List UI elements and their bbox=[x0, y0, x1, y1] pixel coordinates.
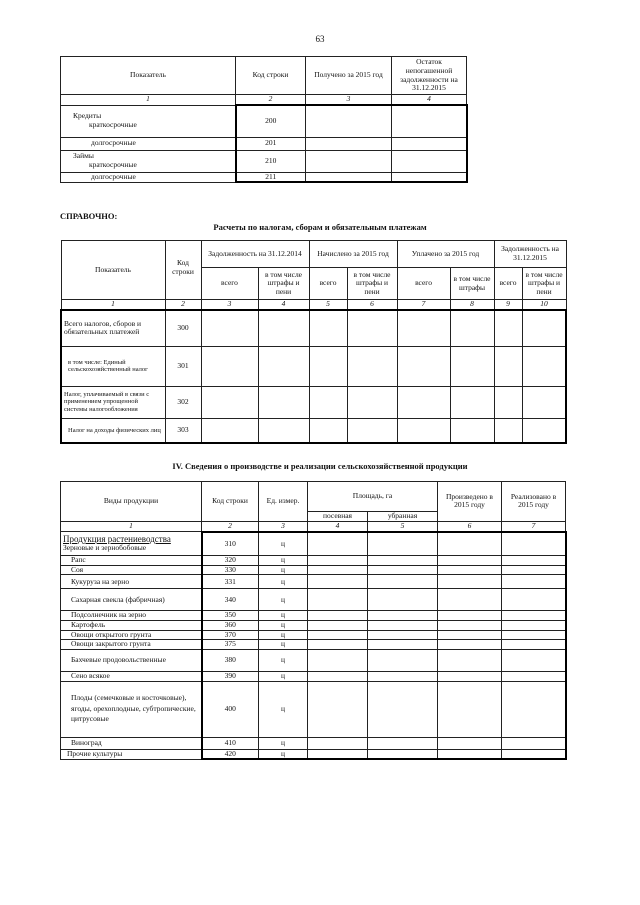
table-row bbox=[61, 749, 566, 759]
taxes-subheader-fines: в том числе штрафы и пени bbox=[258, 268, 309, 300]
taxes-header-debt-end: Задолженность на 31.12.2015 bbox=[494, 241, 566, 268]
taxes-index-cell: 9 bbox=[494, 300, 522, 311]
production-input-cell[interactable] bbox=[438, 671, 502, 681]
table-row bbox=[61, 150, 467, 172]
taxes-index-cell: 4 bbox=[258, 300, 309, 311]
table-row bbox=[61, 649, 566, 671]
taxes-row-name: в том числе: Единый сельскохозяйственный налог bbox=[61, 346, 165, 386]
taxes-header-indicator: Показатель bbox=[61, 241, 165, 300]
production-index-cell: 4 bbox=[308, 521, 368, 532]
credits-index-cell: 2 bbox=[236, 95, 306, 106]
taxes-input-cell[interactable] bbox=[450, 418, 494, 443]
production-input-cell[interactable] bbox=[368, 589, 438, 611]
production-row-name: Плоды (семечковые и косточковые), ягоды, орехоплодные, субтропические, цитрусовые bbox=[61, 681, 202, 737]
taxes-input-cell[interactable] bbox=[309, 418, 347, 443]
table-row bbox=[61, 532, 566, 556]
taxes-header-paid: Уплачено за 2015 год bbox=[397, 241, 494, 268]
production-row-code: 330 bbox=[202, 565, 259, 575]
production-row-unit: ц bbox=[259, 589, 308, 611]
taxes-input-cell[interactable] bbox=[450, 310, 494, 346]
taxes-row-code: 300 bbox=[165, 310, 201, 346]
credits-input-cell[interactable] bbox=[392, 150, 467, 172]
production-input-cell[interactable] bbox=[502, 640, 566, 650]
credits-input-cell[interactable] bbox=[306, 172, 392, 182]
production-row-code: 390 bbox=[202, 671, 259, 681]
taxes-input-cell[interactable] bbox=[397, 310, 450, 346]
credits-header-balance: Остаток непогашенной задолженности на 31.12.2015 bbox=[392, 57, 467, 95]
production-header-unit: Ед. измер. bbox=[259, 482, 308, 522]
production-input-cell[interactable] bbox=[368, 575, 438, 589]
table-row bbox=[61, 737, 566, 749]
taxes-subheader-fines: в том числе штрафы и пени bbox=[347, 268, 397, 300]
reference-label: СПРАВОЧНО: bbox=[60, 211, 118, 221]
credits-row-code: 211 bbox=[236, 172, 306, 182]
production-row-code: 340 bbox=[202, 589, 259, 611]
taxes-header-accrued: Начислено за 2015 год bbox=[309, 241, 397, 268]
table-row bbox=[61, 589, 566, 611]
taxes-input-cell[interactable] bbox=[347, 386, 397, 418]
production-input-cell[interactable] bbox=[308, 556, 368, 566]
production-row-name: Сахарная свекла (фабричная) bbox=[61, 589, 202, 611]
taxes-subheader-total: всего bbox=[201, 268, 258, 300]
taxes-input-cell[interactable] bbox=[201, 310, 258, 346]
production-row-name: Сено всякое bbox=[61, 671, 202, 681]
page-number: 63 bbox=[315, 34, 325, 44]
production-input-cell[interactable] bbox=[368, 649, 438, 671]
production-input-cell[interactable] bbox=[502, 681, 566, 737]
production-input-cell[interactable] bbox=[308, 749, 368, 759]
credits-input-cell[interactable] bbox=[392, 105, 467, 137]
taxes-input-cell[interactable] bbox=[347, 418, 397, 443]
table-row bbox=[61, 671, 566, 681]
taxes-input-cell[interactable] bbox=[522, 386, 566, 418]
production-input-cell[interactable] bbox=[438, 556, 502, 566]
production-input-cell[interactable] bbox=[438, 649, 502, 671]
taxes-input-cell[interactable] bbox=[258, 418, 309, 443]
taxes-row-code: 302 bbox=[165, 386, 201, 418]
production-input-cell[interactable] bbox=[438, 749, 502, 759]
production-input-cell[interactable] bbox=[502, 737, 566, 749]
table-row bbox=[61, 418, 566, 443]
production-row-unit: ц bbox=[259, 640, 308, 650]
production-row-unit: ц bbox=[259, 749, 308, 759]
production-input-cell[interactable] bbox=[308, 532, 368, 556]
taxes-input-cell[interactable] bbox=[201, 418, 258, 443]
production-index-cell: 5 bbox=[368, 521, 438, 532]
credits-input-cell[interactable] bbox=[392, 137, 467, 150]
credits-input-cell[interactable] bbox=[306, 150, 392, 172]
production-row-unit: ц bbox=[259, 532, 308, 556]
production-row-name: Картофель bbox=[61, 621, 202, 631]
taxes-row-code: 301 bbox=[165, 346, 201, 386]
taxes-input-cell[interactable] bbox=[258, 346, 309, 386]
production-row-code: 310 bbox=[202, 532, 259, 556]
production-input-cell[interactable] bbox=[368, 749, 438, 759]
production-row-code: 331 bbox=[202, 575, 259, 589]
production-input-cell[interactable] bbox=[502, 749, 566, 759]
taxes-input-cell[interactable] bbox=[450, 386, 494, 418]
production-row-unit: ц bbox=[259, 681, 308, 737]
production-row-code: 420 bbox=[202, 749, 259, 759]
production-input-cell[interactable] bbox=[502, 575, 566, 589]
production-input-cell[interactable] bbox=[368, 556, 438, 566]
production-row-unit: ц bbox=[259, 649, 308, 671]
table-row bbox=[61, 346, 566, 386]
table-row bbox=[61, 310, 566, 346]
production-input-cell[interactable] bbox=[308, 640, 368, 650]
production-input-cell[interactable] bbox=[308, 630, 368, 640]
taxes-input-cell[interactable] bbox=[522, 310, 566, 346]
credits-row-name: долгосрочные bbox=[61, 172, 236, 182]
production-index-cell: 3 bbox=[259, 521, 308, 532]
credits-index-cell: 3 bbox=[306, 95, 392, 106]
table-row bbox=[61, 630, 566, 640]
production-input-cell[interactable] bbox=[438, 640, 502, 650]
credits-row-code: 201 bbox=[236, 137, 306, 150]
table-row bbox=[61, 386, 566, 418]
production-table bbox=[60, 481, 567, 760]
production-row-code: 350 bbox=[202, 611, 259, 621]
production-row-unit: ц bbox=[259, 575, 308, 589]
credits-row-sublabel: краткосрочные bbox=[89, 120, 137, 129]
production-input-cell[interactable] bbox=[502, 532, 566, 556]
taxes-input-cell[interactable] bbox=[494, 418, 522, 443]
production-subheader-sown: посевная bbox=[308, 512, 368, 522]
taxes-table bbox=[60, 240, 567, 444]
production-input-cell[interactable] bbox=[308, 589, 368, 611]
table-row bbox=[61, 640, 566, 650]
production-row-code: 375 bbox=[202, 640, 259, 650]
production-row-name: Овощи открытого грунта bbox=[61, 630, 202, 640]
production-input-cell[interactable] bbox=[438, 565, 502, 575]
taxes-index-cell: 3 bbox=[201, 300, 258, 311]
taxes-input-cell[interactable] bbox=[347, 310, 397, 346]
production-row-name: Рапс bbox=[61, 556, 202, 566]
production-input-cell[interactable] bbox=[438, 630, 502, 640]
taxes-row-code: 303 bbox=[165, 418, 201, 443]
credits-table bbox=[60, 56, 468, 183]
production-row-unit: ц bbox=[259, 630, 308, 640]
production-input-cell[interactable] bbox=[438, 575, 502, 589]
taxes-header-code: Код строки bbox=[165, 241, 201, 300]
credits-row-code: 210 bbox=[236, 150, 306, 172]
production-input-cell[interactable] bbox=[438, 621, 502, 631]
production-row-unit: ц bbox=[259, 565, 308, 575]
production-input-cell[interactable] bbox=[502, 649, 566, 671]
taxes-header-debt-start: Задолженность на 31.12.2014 bbox=[201, 241, 309, 268]
production-header-type: Виды продукции bbox=[61, 482, 202, 522]
production-header-code: Код строки bbox=[202, 482, 259, 522]
production-row-name: Кукуруза на зерно bbox=[61, 575, 202, 589]
taxes-input-cell[interactable] bbox=[397, 346, 450, 386]
production-row-name: Виноград bbox=[61, 737, 202, 749]
credits-index-cell: 1 bbox=[61, 95, 236, 106]
taxes-input-cell[interactable] bbox=[522, 346, 566, 386]
taxes-row-name: Налог, уплачиваемый в связи с применением упрощенной системы налогообложения bbox=[61, 386, 165, 418]
taxes-index-cell: 6 bbox=[347, 300, 397, 311]
production-input-cell[interactable] bbox=[308, 737, 368, 749]
taxes-row-name: Налог на доходы физических лиц bbox=[61, 418, 165, 443]
production-section-label: Продукция растениеводства bbox=[63, 534, 171, 545]
production-input-cell[interactable] bbox=[438, 589, 502, 611]
table-row bbox=[61, 137, 467, 150]
taxes-input-cell[interactable] bbox=[309, 386, 347, 418]
taxes-input-cell[interactable] bbox=[397, 386, 450, 418]
taxes-subheader-fines: в том числе штрафы и пени bbox=[522, 268, 566, 300]
production-row-code: 400 bbox=[202, 681, 259, 737]
production-input-cell[interactable] bbox=[438, 681, 502, 737]
taxes-input-cell[interactable] bbox=[309, 310, 347, 346]
production-index-cell: 7 bbox=[502, 521, 566, 532]
production-input-cell[interactable] bbox=[368, 611, 438, 621]
credits-index-cell: 4 bbox=[392, 95, 467, 106]
production-input-cell[interactable] bbox=[438, 737, 502, 749]
table-row bbox=[61, 621, 566, 631]
production-input-cell[interactable] bbox=[438, 532, 502, 556]
credits-header-received: Получено за 2015 год bbox=[306, 57, 392, 95]
credits-header-indicator: Показатель bbox=[61, 57, 236, 95]
production-row-name: Подсолнечник на зерно bbox=[61, 611, 202, 621]
production-input-cell[interactable] bbox=[502, 565, 566, 575]
production-row-name: Прочие культуры bbox=[61, 749, 202, 759]
table-row bbox=[61, 681, 566, 737]
taxes-index-cell: 7 bbox=[397, 300, 450, 311]
production-input-cell[interactable] bbox=[368, 681, 438, 737]
production-subheader-harvested: убранная bbox=[368, 512, 438, 522]
production-row-unit: ц bbox=[259, 611, 308, 621]
taxes-input-cell[interactable] bbox=[347, 346, 397, 386]
credits-input-cell[interactable] bbox=[306, 137, 392, 150]
production-input-cell[interactable] bbox=[438, 611, 502, 621]
reference-title: Расчеты по налогам, сборам и обязательным платежам bbox=[213, 222, 427, 232]
production-row-unit: ц bbox=[259, 621, 308, 631]
taxes-index-cell: 8 bbox=[450, 300, 494, 311]
production-row-code: 360 bbox=[202, 621, 259, 631]
taxes-subheader-total: всего bbox=[494, 268, 522, 300]
production-row-unit: ц bbox=[259, 737, 308, 749]
production-input-cell[interactable] bbox=[502, 556, 566, 566]
production-row-sublabel: Зерновые и зернобобовые bbox=[63, 543, 147, 553]
taxes-subheader-total: всего bbox=[309, 268, 347, 300]
taxes-subheader-total: всего bbox=[397, 268, 450, 300]
production-input-cell[interactable] bbox=[368, 737, 438, 749]
production-index-cell: 1 bbox=[61, 521, 202, 532]
table-row bbox=[61, 565, 566, 575]
production-row-name: Соя bbox=[61, 565, 202, 575]
credits-row-sublabel: краткосрочные bbox=[89, 160, 137, 169]
table-row bbox=[61, 575, 566, 589]
table-row bbox=[61, 105, 467, 137]
production-input-cell[interactable] bbox=[502, 621, 566, 631]
credits-row-name bbox=[61, 105, 236, 137]
credits-row-label: Займы bbox=[73, 151, 94, 161]
production-input-cell[interactable] bbox=[368, 640, 438, 650]
production-input-cell[interactable] bbox=[368, 630, 438, 640]
table-row bbox=[61, 556, 566, 566]
production-row-code: 320 bbox=[202, 556, 259, 566]
production-input-cell[interactable] bbox=[308, 611, 368, 621]
credits-row-name: долгосрочные bbox=[61, 137, 236, 150]
production-input-cell[interactable] bbox=[308, 621, 368, 631]
production-input-cell[interactable] bbox=[502, 589, 566, 611]
credits-input-cell[interactable] bbox=[392, 172, 467, 182]
credits-input-cell[interactable] bbox=[306, 105, 392, 137]
production-row-name: Овощи закрытого грунта bbox=[61, 640, 202, 650]
production-input-cell[interactable] bbox=[308, 575, 368, 589]
taxes-input-cell[interactable] bbox=[201, 386, 258, 418]
taxes-input-cell[interactable] bbox=[522, 418, 566, 443]
taxes-input-cell[interactable] bbox=[397, 418, 450, 443]
production-row-code: 380 bbox=[202, 649, 259, 671]
production-input-cell[interactable] bbox=[502, 611, 566, 621]
production-header-produced: Произведено в 2015 году bbox=[438, 482, 502, 522]
production-input-cell[interactable] bbox=[502, 671, 566, 681]
production-row-name bbox=[61, 532, 202, 556]
taxes-input-cell[interactable] bbox=[258, 310, 309, 346]
credits-row-code: 200 bbox=[236, 105, 306, 137]
taxes-index-cell: 2 bbox=[165, 300, 201, 311]
taxes-index-cell: 1 bbox=[61, 300, 165, 311]
production-header-area: Площадь, га bbox=[308, 482, 438, 512]
taxes-input-cell[interactable] bbox=[494, 310, 522, 346]
production-row-name: Бахчевые продовольственные bbox=[61, 649, 202, 671]
credits-header-code: Код строки bbox=[236, 57, 306, 95]
taxes-input-cell[interactable] bbox=[309, 346, 347, 386]
production-header-sold: Реализовано в 2015 году bbox=[502, 482, 566, 522]
production-row-unit: ц bbox=[259, 556, 308, 566]
production-input-cell[interactable] bbox=[368, 621, 438, 631]
production-input-cell[interactable] bbox=[308, 681, 368, 737]
production-row-code: 410 bbox=[202, 737, 259, 749]
production-input-cell[interactable] bbox=[368, 671, 438, 681]
production-input-cell[interactable] bbox=[502, 630, 566, 640]
production-index-cell: 2 bbox=[202, 521, 259, 532]
taxes-input-cell[interactable] bbox=[450, 346, 494, 386]
production-input-cell[interactable] bbox=[368, 565, 438, 575]
production-input-cell[interactable] bbox=[308, 565, 368, 575]
production-title: IV. Сведения о производстве и реализации сельскохозяйственной продукции bbox=[172, 461, 468, 471]
taxes-input-cell[interactable] bbox=[494, 346, 522, 386]
taxes-input-cell[interactable] bbox=[201, 346, 258, 386]
taxes-index-cell: 5 bbox=[309, 300, 347, 311]
taxes-subheader-fines: в том числе штрафы bbox=[450, 268, 494, 300]
production-input-cell[interactable] bbox=[308, 649, 368, 671]
taxes-index-cell: 10 bbox=[522, 300, 566, 311]
production-index-cell: 6 bbox=[438, 521, 502, 532]
taxes-input-cell[interactable] bbox=[494, 386, 522, 418]
taxes-input-cell[interactable] bbox=[258, 386, 309, 418]
credits-row-label: Кредиты bbox=[73, 111, 102, 121]
credits-row-name bbox=[61, 150, 236, 172]
production-row-code: 370 bbox=[202, 630, 259, 640]
table-row bbox=[61, 172, 467, 182]
table-row bbox=[61, 611, 566, 621]
production-input-cell[interactable] bbox=[368, 532, 438, 556]
taxes-row-name: Всего налогов, сборов и обязательных платежей bbox=[61, 310, 165, 346]
production-row-unit: ц bbox=[259, 671, 308, 681]
production-input-cell[interactable] bbox=[308, 671, 368, 681]
